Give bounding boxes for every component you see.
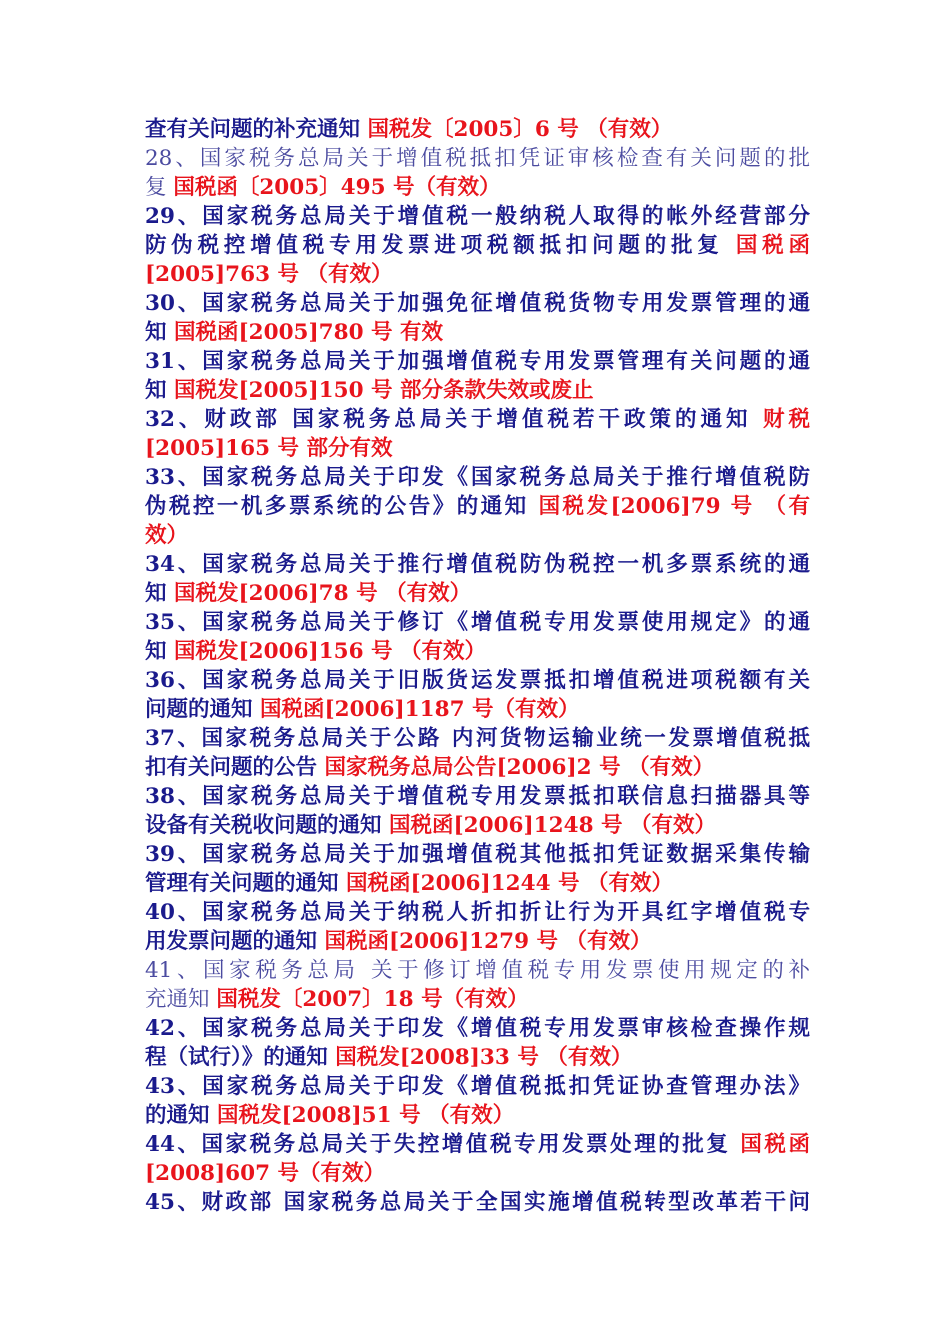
text-line xyxy=(145,666,810,696)
text-line xyxy=(145,318,810,348)
line-title: 扣有关问题的公告 xyxy=(145,755,325,780)
text-line xyxy=(145,1130,810,1160)
text-line xyxy=(145,1101,810,1131)
line-title: 用发票问题的通知 xyxy=(145,929,325,954)
text-line xyxy=(145,1072,810,1102)
line-title: 39、国家税务总局关于加强增值税其他抵扣凭证数据采集传输 xyxy=(145,842,810,867)
doc-number: 国税函[2006]1244 号 （有效） xyxy=(346,871,673,896)
line-title: 设备有关税收问题的通知 xyxy=(145,813,389,838)
doc-number: [2005]763 号 （有效） xyxy=(145,262,393,287)
doc-number: 国家税务总局公告[2006]2 号 （有效） xyxy=(324,755,715,780)
text-line xyxy=(145,434,810,464)
text-line xyxy=(145,840,810,870)
text-line xyxy=(145,405,810,435)
doc-number: 国税发〔2007〕18 号（有效） xyxy=(216,987,529,1012)
text-line xyxy=(145,550,810,580)
doc-number: 效） xyxy=(145,523,189,548)
line-title: 30、国家税务总局关于加强免征增值税货物专用发票管理的通 xyxy=(145,291,810,316)
line-title: 36、国家税务总局关于旧版货运发票抵扣增值税进项税额有关 xyxy=(145,668,810,693)
line-title: 41、国家税务总局 关于修订增值税专用发票使用规定的补 xyxy=(145,958,810,983)
text-line xyxy=(145,115,810,145)
text-line xyxy=(145,782,810,812)
text-line xyxy=(145,231,810,261)
text-line xyxy=(145,811,810,841)
doc-number: 国税发[2006]79 号 （有 xyxy=(538,494,810,519)
line-title: 复 xyxy=(145,175,174,200)
doc-number: 国税发[2006]156 号 （有效） xyxy=(174,639,487,664)
text-line xyxy=(145,869,810,899)
line-title: 33、国家税务总局关于印发《国家税务总局关于推行增值税防 xyxy=(145,465,810,490)
line-title: 28、国家税务总局关于增值税抵扣凭证审核检查有关问题的批 xyxy=(145,146,810,171)
line-title: 44、国家税务总局关于失控增值税专用发票处理的批复 xyxy=(145,1132,741,1157)
text-line xyxy=(145,608,810,638)
doc-number: 国税函[2005]780 号 有效 xyxy=(174,320,444,345)
doc-number: 国税函〔2005〕495 号（有效） xyxy=(173,175,501,200)
text-line xyxy=(145,492,810,522)
text-line xyxy=(145,927,810,957)
text-line xyxy=(145,695,810,725)
line-title: 45、财政部 国家税务总局关于全国实施增值税转型改革若干问 xyxy=(145,1190,810,1215)
line-title: 38、国家税务总局关于增值税专用发票抵扣联信息扫描器具等 xyxy=(145,784,810,809)
line-title: 34、国家税务总局关于推行增值税防伪税控一机多票系统的通 xyxy=(145,552,810,577)
line-title: 35、国家税务总局关于修订《增值税专用发票使用规定》的通 xyxy=(145,610,810,635)
text-line xyxy=(145,260,810,290)
doc-number: 国税发[2008]33 号 （有效） xyxy=(335,1045,633,1070)
text-line xyxy=(145,521,810,551)
doc-number: 国税发[2005]150 号 部分条款失效或废止 xyxy=(174,378,594,403)
line-title: 防伪税控增值税专用发票进项税额抵扣问题的批复 xyxy=(145,233,736,258)
text-line xyxy=(145,1014,810,1044)
doc-number: 国税发[2006]78 号 （有效） xyxy=(174,581,472,606)
text-line xyxy=(145,898,810,928)
line-title: 知 xyxy=(145,581,174,606)
line-title: 的通知 xyxy=(145,1103,217,1128)
line-title: 29、国家税务总局关于增值税一般纳税人取得的帐外经营部分 xyxy=(145,204,810,229)
line-title: 伪税控一机多票系统的公告》的通知 xyxy=(145,494,539,519)
doc-number: 国税函[2006]1187 号（有效） xyxy=(260,697,580,722)
line-title: 43、国家税务总局关于印发《增值税抵扣凭证协查管理办法》 xyxy=(145,1074,810,1099)
doc-number: 财税 xyxy=(762,407,810,432)
line-title: 程（试行）》的通知 xyxy=(145,1045,336,1070)
doc-number: 国税发〔2005〕6 号 （有效） xyxy=(367,117,673,142)
text-line xyxy=(145,1159,810,1189)
line-title: 40、国家税务总局关于纳税人折扣折让行为开具红字增值税专 xyxy=(145,900,810,925)
doc-number: 国税函[2006]1248 号 （有效） xyxy=(389,813,716,838)
doc-number: 国税发[2008]51 号 （有效） xyxy=(217,1103,515,1128)
text-line xyxy=(145,1043,810,1073)
line-title: 31、国家税务总局关于加强增值税专用发票管理有关问题的通 xyxy=(145,349,810,374)
text-line xyxy=(145,724,810,754)
line-title: 知 xyxy=(145,320,174,345)
text-line xyxy=(145,985,810,1015)
doc-number: [2008]607 号（有效） xyxy=(145,1161,386,1186)
text-line xyxy=(145,347,810,377)
line-title: 37、国家税务总局关于公路 内河货物运输业统一发票增值税抵 xyxy=(145,726,810,751)
doc-number: [2005]165 号 部分有效 xyxy=(145,436,393,461)
line-title: 知 xyxy=(145,378,174,403)
line-title: 32、财政部 国家税务总局关于增值税若干政策的通知 xyxy=(145,407,763,432)
line-title: 42、国家税务总局关于印发《增值税专用发票审核检查操作规 xyxy=(145,1016,810,1041)
text-line xyxy=(145,637,810,667)
doc-number: 国税函 xyxy=(735,233,810,258)
doc-number: 国税函[2006]1279 号 （有效） xyxy=(324,929,652,954)
text-line xyxy=(145,289,810,319)
doc-number: 国税函 xyxy=(740,1132,810,1157)
text-line xyxy=(145,173,810,203)
line-title: 知 xyxy=(145,639,174,664)
line-title: 查有关问题的补充通知 xyxy=(145,117,368,142)
line-title: 问题的通知 xyxy=(145,697,260,722)
text-line xyxy=(145,376,810,406)
text-line xyxy=(145,956,810,986)
line-title: 充通知 xyxy=(145,987,217,1012)
line-title: 管理有关问题的通知 xyxy=(145,871,346,896)
text-line xyxy=(145,1188,810,1218)
text-line xyxy=(145,463,810,493)
text-line xyxy=(145,144,810,174)
text-line xyxy=(145,202,810,232)
text-line xyxy=(145,753,810,783)
text-line xyxy=(145,579,810,609)
